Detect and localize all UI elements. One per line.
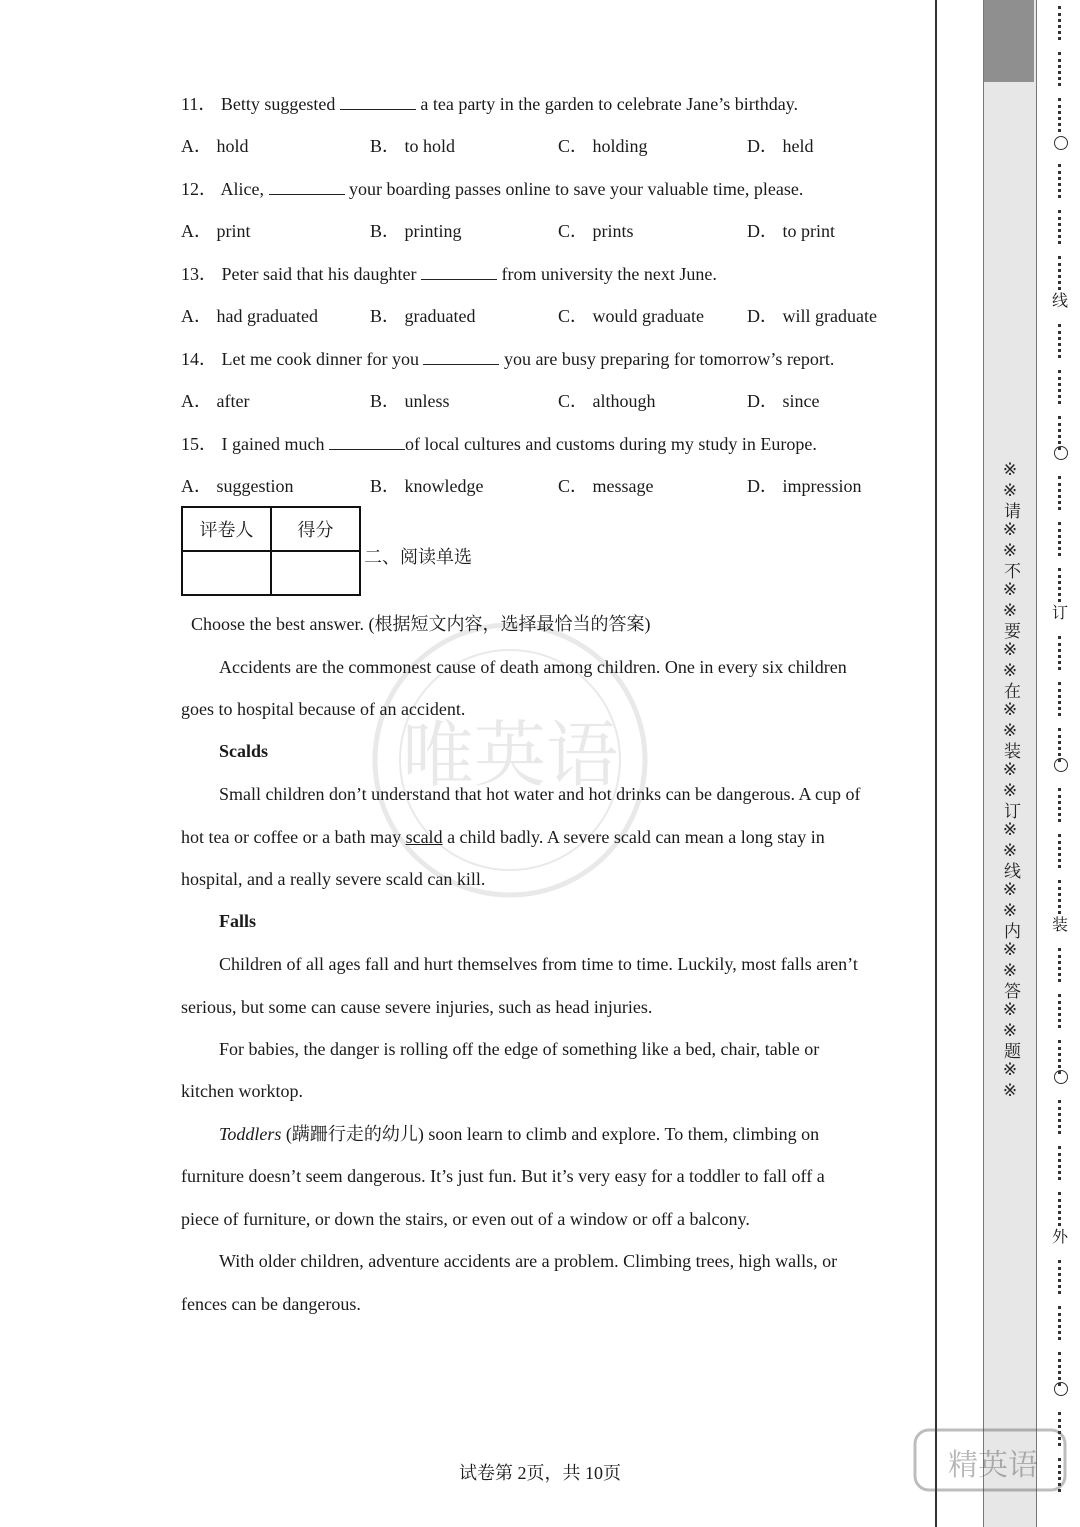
dotted-line xyxy=(1058,416,1064,450)
question-stem-end: a tea party in the garden to celebrate Jane’s birthday. xyxy=(420,94,799,114)
paragraph-line: piece of furniture, or down the stairs, or even out of a window or off a balcony. xyxy=(181,1209,750,1229)
paragraph-line: fences can be dangerous. xyxy=(181,1294,361,1314)
question-number: 14． xyxy=(181,349,217,369)
binding-hole-circle xyxy=(1054,758,1068,772)
dotted-line xyxy=(1058,682,1064,716)
question-stem-start: Peter said that his daughter xyxy=(221,264,417,284)
paragraph-line: hot tea or coffee or a bath may scald a child badly. A severe scald can mean a long stay in xyxy=(181,827,825,847)
dotted-line xyxy=(1058,834,1064,868)
reading-instruction: Choose the best answer. (根据短文内容，选择最恰当的答案) xyxy=(191,614,651,634)
option-a: A． after xyxy=(181,391,250,411)
underlined-word: scald xyxy=(405,827,443,847)
answer-blank xyxy=(340,93,416,110)
corner-watermark-logo xyxy=(905,1410,1080,1527)
question-14 xyxy=(181,348,834,370)
option-a: A． hold xyxy=(181,136,249,156)
paragraph-line: serious, but some can cause severe injuries, such as head injuries. xyxy=(181,997,653,1017)
paragraph-line: goes to hospital because of an accident. xyxy=(181,699,466,719)
question-number: 11． xyxy=(181,94,217,114)
dotted-binding-column xyxy=(1052,6,1072,1521)
paragraph-line: kitchen worktop. xyxy=(181,1081,303,1101)
question-number: 13． xyxy=(181,264,217,284)
binding-hole-circle xyxy=(1054,1070,1068,1084)
watermark-text: 唯英语 xyxy=(401,713,619,797)
section-title: 二、阅读单选 xyxy=(364,547,472,567)
binding-warning: ※※请※※不※※要※※在※※装※※订※※线※※内※※答※※题※※ xyxy=(1000,460,1020,1102)
question-number: 12． xyxy=(181,179,217,199)
score-cell xyxy=(271,551,360,595)
question-15 xyxy=(181,433,817,455)
option-c: C． holding xyxy=(558,136,648,156)
option-b: B． knowledge xyxy=(370,476,484,496)
paragraph-line: Children of all ages fall and hurt themselves from time to time. Luckily, most falls aren’t xyxy=(219,954,858,974)
binding-mark-ding: 订 xyxy=(1052,603,1069,622)
paragraph-line: furniture doesn’t seem dangerous. It’s just fun. But it’s very easy for a toddler to fall off a xyxy=(181,1166,825,1186)
binding-hole-circle xyxy=(1054,1382,1068,1396)
dotted-line xyxy=(1058,6,1064,40)
question-13 xyxy=(181,263,717,285)
answer-blank xyxy=(423,348,499,365)
option-b: B． unless xyxy=(370,391,450,411)
option-c: C． prints xyxy=(558,221,634,241)
option-c: C． would graduate xyxy=(558,306,704,326)
question-stem-end: of local cultures and customs during my study in Europe. xyxy=(404,434,817,454)
question-stem-end: from university the next June. xyxy=(501,264,717,284)
score-header: 得分 xyxy=(271,507,360,551)
dotted-line xyxy=(1058,210,1064,244)
paragraph-line: Accidents are the commonest cause of death among children. One in every six children xyxy=(219,657,847,677)
question-number: 15． xyxy=(181,434,217,454)
page-footer: 试卷第 2页，共 10页 xyxy=(459,1463,621,1483)
option-a: A． suggestion xyxy=(181,476,294,496)
grader-header: 评卷人 xyxy=(182,507,271,551)
dotted-line xyxy=(1058,256,1064,290)
option-d: D． impression xyxy=(747,476,862,496)
option-d: D． since xyxy=(747,391,820,411)
dotted-line xyxy=(1058,880,1064,914)
question-stem-start: Alice, xyxy=(220,179,264,199)
dotted-line xyxy=(1058,1306,1064,1340)
binding-mark-xian: 线 xyxy=(1052,291,1069,310)
dotted-line xyxy=(1058,948,1064,982)
dotted-line xyxy=(1058,636,1064,670)
question-12 xyxy=(181,178,803,200)
binding-mark-zhuang: 装 xyxy=(1052,915,1069,934)
heading-scalds: Scalds xyxy=(219,741,269,761)
dotted-line xyxy=(1058,164,1064,198)
option-b: B． graduated xyxy=(370,306,476,326)
dotted-line xyxy=(1058,1146,1064,1180)
heading-falls: Falls xyxy=(219,911,257,931)
dotted-line xyxy=(1058,1352,1064,1386)
option-d: D． held xyxy=(747,136,814,156)
dotted-line xyxy=(1058,1040,1064,1074)
dotted-line xyxy=(1058,370,1064,404)
question-stem-end: your boarding passes online to save your valuable time, please. xyxy=(349,179,804,199)
option-c: C． although xyxy=(558,391,656,411)
italic-word: Toddlers xyxy=(219,1124,282,1144)
dotted-line xyxy=(1058,98,1064,132)
dotted-line xyxy=(1058,476,1064,510)
option-c: C． message xyxy=(558,476,654,496)
question-stem-end: you are busy preparing for tomorrow’s report. xyxy=(503,349,835,369)
watermark-seal xyxy=(300,610,720,910)
dotted-line xyxy=(1058,522,1064,556)
option-b: B． to hold xyxy=(370,136,456,156)
option-d: D． will graduate xyxy=(747,306,877,326)
dotted-line xyxy=(1058,52,1064,86)
dotted-line xyxy=(1058,1192,1064,1226)
answer-blank xyxy=(329,433,405,450)
dotted-line xyxy=(1058,994,1064,1028)
option-d: D． to print xyxy=(747,221,835,241)
option-b: B． printing xyxy=(370,221,462,241)
dotted-line xyxy=(1058,1100,1064,1134)
binding-mark-wai: 外 xyxy=(1052,1227,1069,1246)
answer-blank xyxy=(421,263,497,280)
binding-hole-circle xyxy=(1054,446,1068,460)
binding-line xyxy=(935,0,937,1527)
corner-logo-text: 精英语 xyxy=(948,1448,1038,1483)
dotted-line xyxy=(1058,324,1064,358)
question-stem-start: Let me cook dinner for you xyxy=(221,349,419,369)
option-a: A． print xyxy=(181,221,251,241)
score-table xyxy=(181,506,361,596)
question-stem-start: Betty suggested xyxy=(220,94,336,114)
question-stem-start: I gained much xyxy=(221,434,325,454)
question-11 xyxy=(181,93,798,115)
paragraph-line: With older children, adventure accidents are a problem. Climbing trees, high walls, or xyxy=(219,1251,838,1271)
dotted-line xyxy=(1058,788,1064,822)
paragraph-line: hospital, and a really severe scald can kill. xyxy=(181,869,486,889)
dotted-line xyxy=(1058,728,1064,762)
binding-hole-circle xyxy=(1054,136,1068,150)
paragraph-line: Toddlers (蹒跚行走的幼儿) soon learn to climb and explore. To them, climbing on xyxy=(219,1124,820,1144)
binding-strip-top xyxy=(984,0,1034,82)
grader-cell xyxy=(182,551,271,595)
answer-blank xyxy=(269,178,345,195)
paragraph-line: For babies, the danger is rolling off the edge of something like a bed, chair, table or xyxy=(219,1039,820,1059)
option-a: A． had graduated xyxy=(181,306,318,326)
paragraph-line: Small children don’t understand that hot water and hot drinks can be dangerous. A cup of xyxy=(219,784,861,804)
dotted-line xyxy=(1058,568,1064,602)
dotted-line xyxy=(1058,1260,1064,1294)
